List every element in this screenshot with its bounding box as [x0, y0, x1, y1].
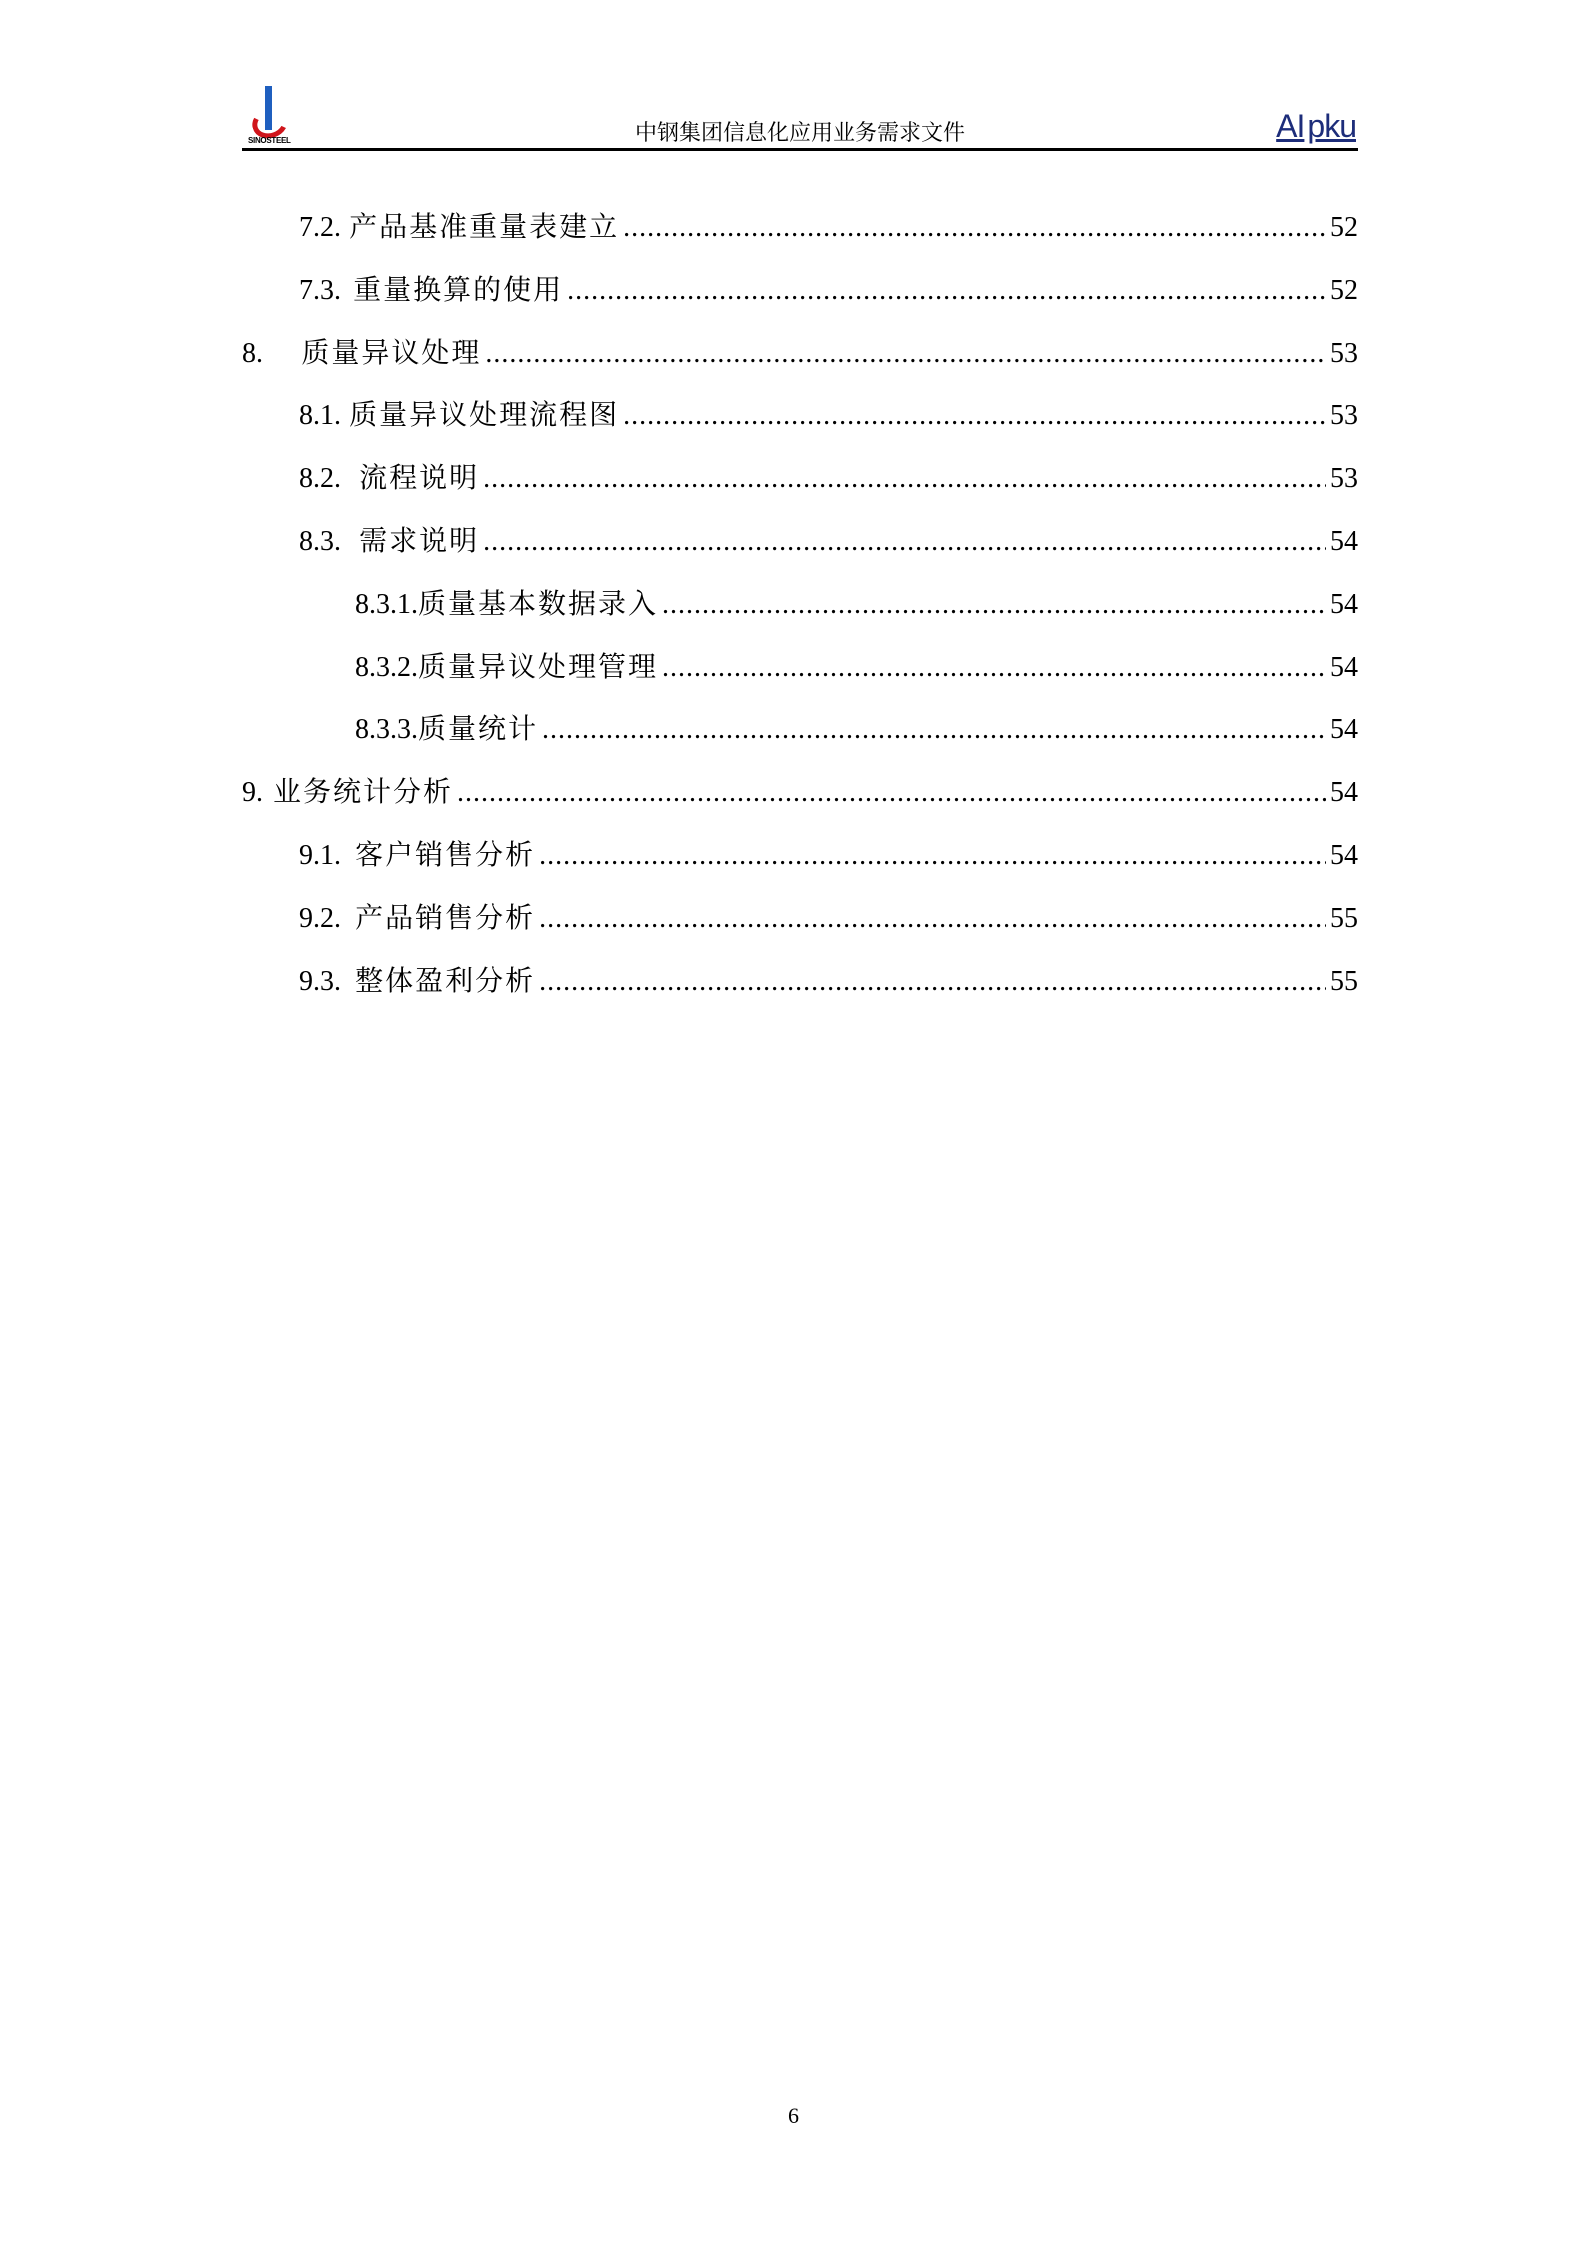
- toc-page: 53: [1330, 463, 1358, 495]
- toc-entry[interactable]: [242, 645, 1358, 708]
- toc-entry[interactable]: [242, 456, 1358, 519]
- header-title: 中钢集团信息化应用业务需求文件: [634, 121, 965, 146]
- toc-number: 8.: [242, 337, 263, 369]
- toc-entry[interactable]: [242, 393, 1358, 456]
- toc-page: 53: [1330, 400, 1358, 432]
- toc-leader: [539, 840, 1326, 872]
- toc-leader: [483, 526, 1326, 558]
- toc-entry[interactable]: [242, 707, 1358, 770]
- toc-number: 8.3.1.: [355, 588, 418, 620]
- toc-page: 55: [1330, 965, 1358, 997]
- toc-number: 7.2.: [299, 212, 341, 243]
- toc-page: 55: [1330, 902, 1358, 934]
- toc-entry[interactable]: [242, 268, 1358, 331]
- toc-leader: [483, 463, 1326, 495]
- toc-entry[interactable]: [242, 770, 1358, 833]
- toc-title: 客户销售分析: [355, 839, 536, 871]
- toc-number: 7.3.: [299, 274, 341, 306]
- toc-title: 质量异议处理管理: [418, 651, 659, 683]
- toc-number: 9.2.: [299, 902, 341, 934]
- toc-page: 54: [1330, 651, 1358, 683]
- toc-number: 8.2.: [299, 463, 341, 495]
- toc-page: 54: [1330, 588, 1358, 620]
- toc-leader: [662, 589, 1326, 621]
- toc-page: 52: [1330, 274, 1358, 306]
- toc-leader: [485, 338, 1326, 370]
- toc-title: 需求说明: [359, 525, 480, 557]
- toc-number: 8.3.2.: [355, 651, 418, 683]
- toc-page: 53: [1330, 337, 1358, 369]
- toc-number: 8.1.: [299, 400, 341, 432]
- toc-number: 9.1.: [299, 839, 341, 871]
- toc-leader: [623, 400, 1326, 432]
- toc-entry[interactable]: [242, 582, 1358, 645]
- toc-title: 质量统计: [418, 714, 539, 746]
- toc-number: 9.3.: [299, 965, 341, 997]
- toc-title: 质量异议处理流程图: [349, 400, 620, 432]
- sinosteel-logo: SINOSTEEL: [248, 86, 288, 146]
- toc-number: 8.3.3.: [355, 714, 418, 746]
- toc-entry[interactable]: [242, 833, 1358, 896]
- toc-leader: [457, 777, 1326, 809]
- toc-entry[interactable]: [242, 205, 1358, 268]
- toc-entry[interactable]: [242, 896, 1358, 959]
- toc-number: 9.: [242, 777, 263, 809]
- toc-leader: [539, 966, 1326, 998]
- toc-leader: [542, 714, 1326, 746]
- toc-page: 52: [1330, 212, 1358, 243]
- toc-entry[interactable]: [242, 519, 1358, 582]
- toc-page: 54: [1330, 525, 1358, 557]
- toc-title: 业务统计分析: [272, 777, 453, 809]
- toc-title: 流程说明: [359, 463, 480, 495]
- toc-page: 54: [1330, 777, 1358, 809]
- toc-leader: [623, 212, 1326, 244]
- toc-title: 质量异议处理: [301, 337, 482, 369]
- toc-entry[interactable]: [242, 959, 1358, 1022]
- aipku-logo: AIpku: [1276, 108, 1356, 144]
- toc-leader: [662, 652, 1326, 684]
- page-header: [242, 80, 1358, 151]
- toc-number: 8.3.: [299, 525, 341, 557]
- toc-page: 54: [1330, 714, 1358, 746]
- toc-leader: [567, 275, 1326, 307]
- page-number: 6: [788, 2103, 799, 2128]
- toc-title: 重量换算的使用: [353, 274, 564, 306]
- toc-title: 产品基准重量表建立: [349, 212, 620, 243]
- toc-title: 产品销售分析: [355, 902, 536, 934]
- toc-title: 整体盈利分析: [355, 965, 536, 997]
- toc-leader: [539, 903, 1326, 935]
- toc-entry[interactable]: [242, 331, 1358, 394]
- toc-page: 54: [1330, 839, 1358, 871]
- table-of-contents: [242, 205, 1358, 1021]
- toc-title: 质量基本数据录入: [418, 588, 659, 620]
